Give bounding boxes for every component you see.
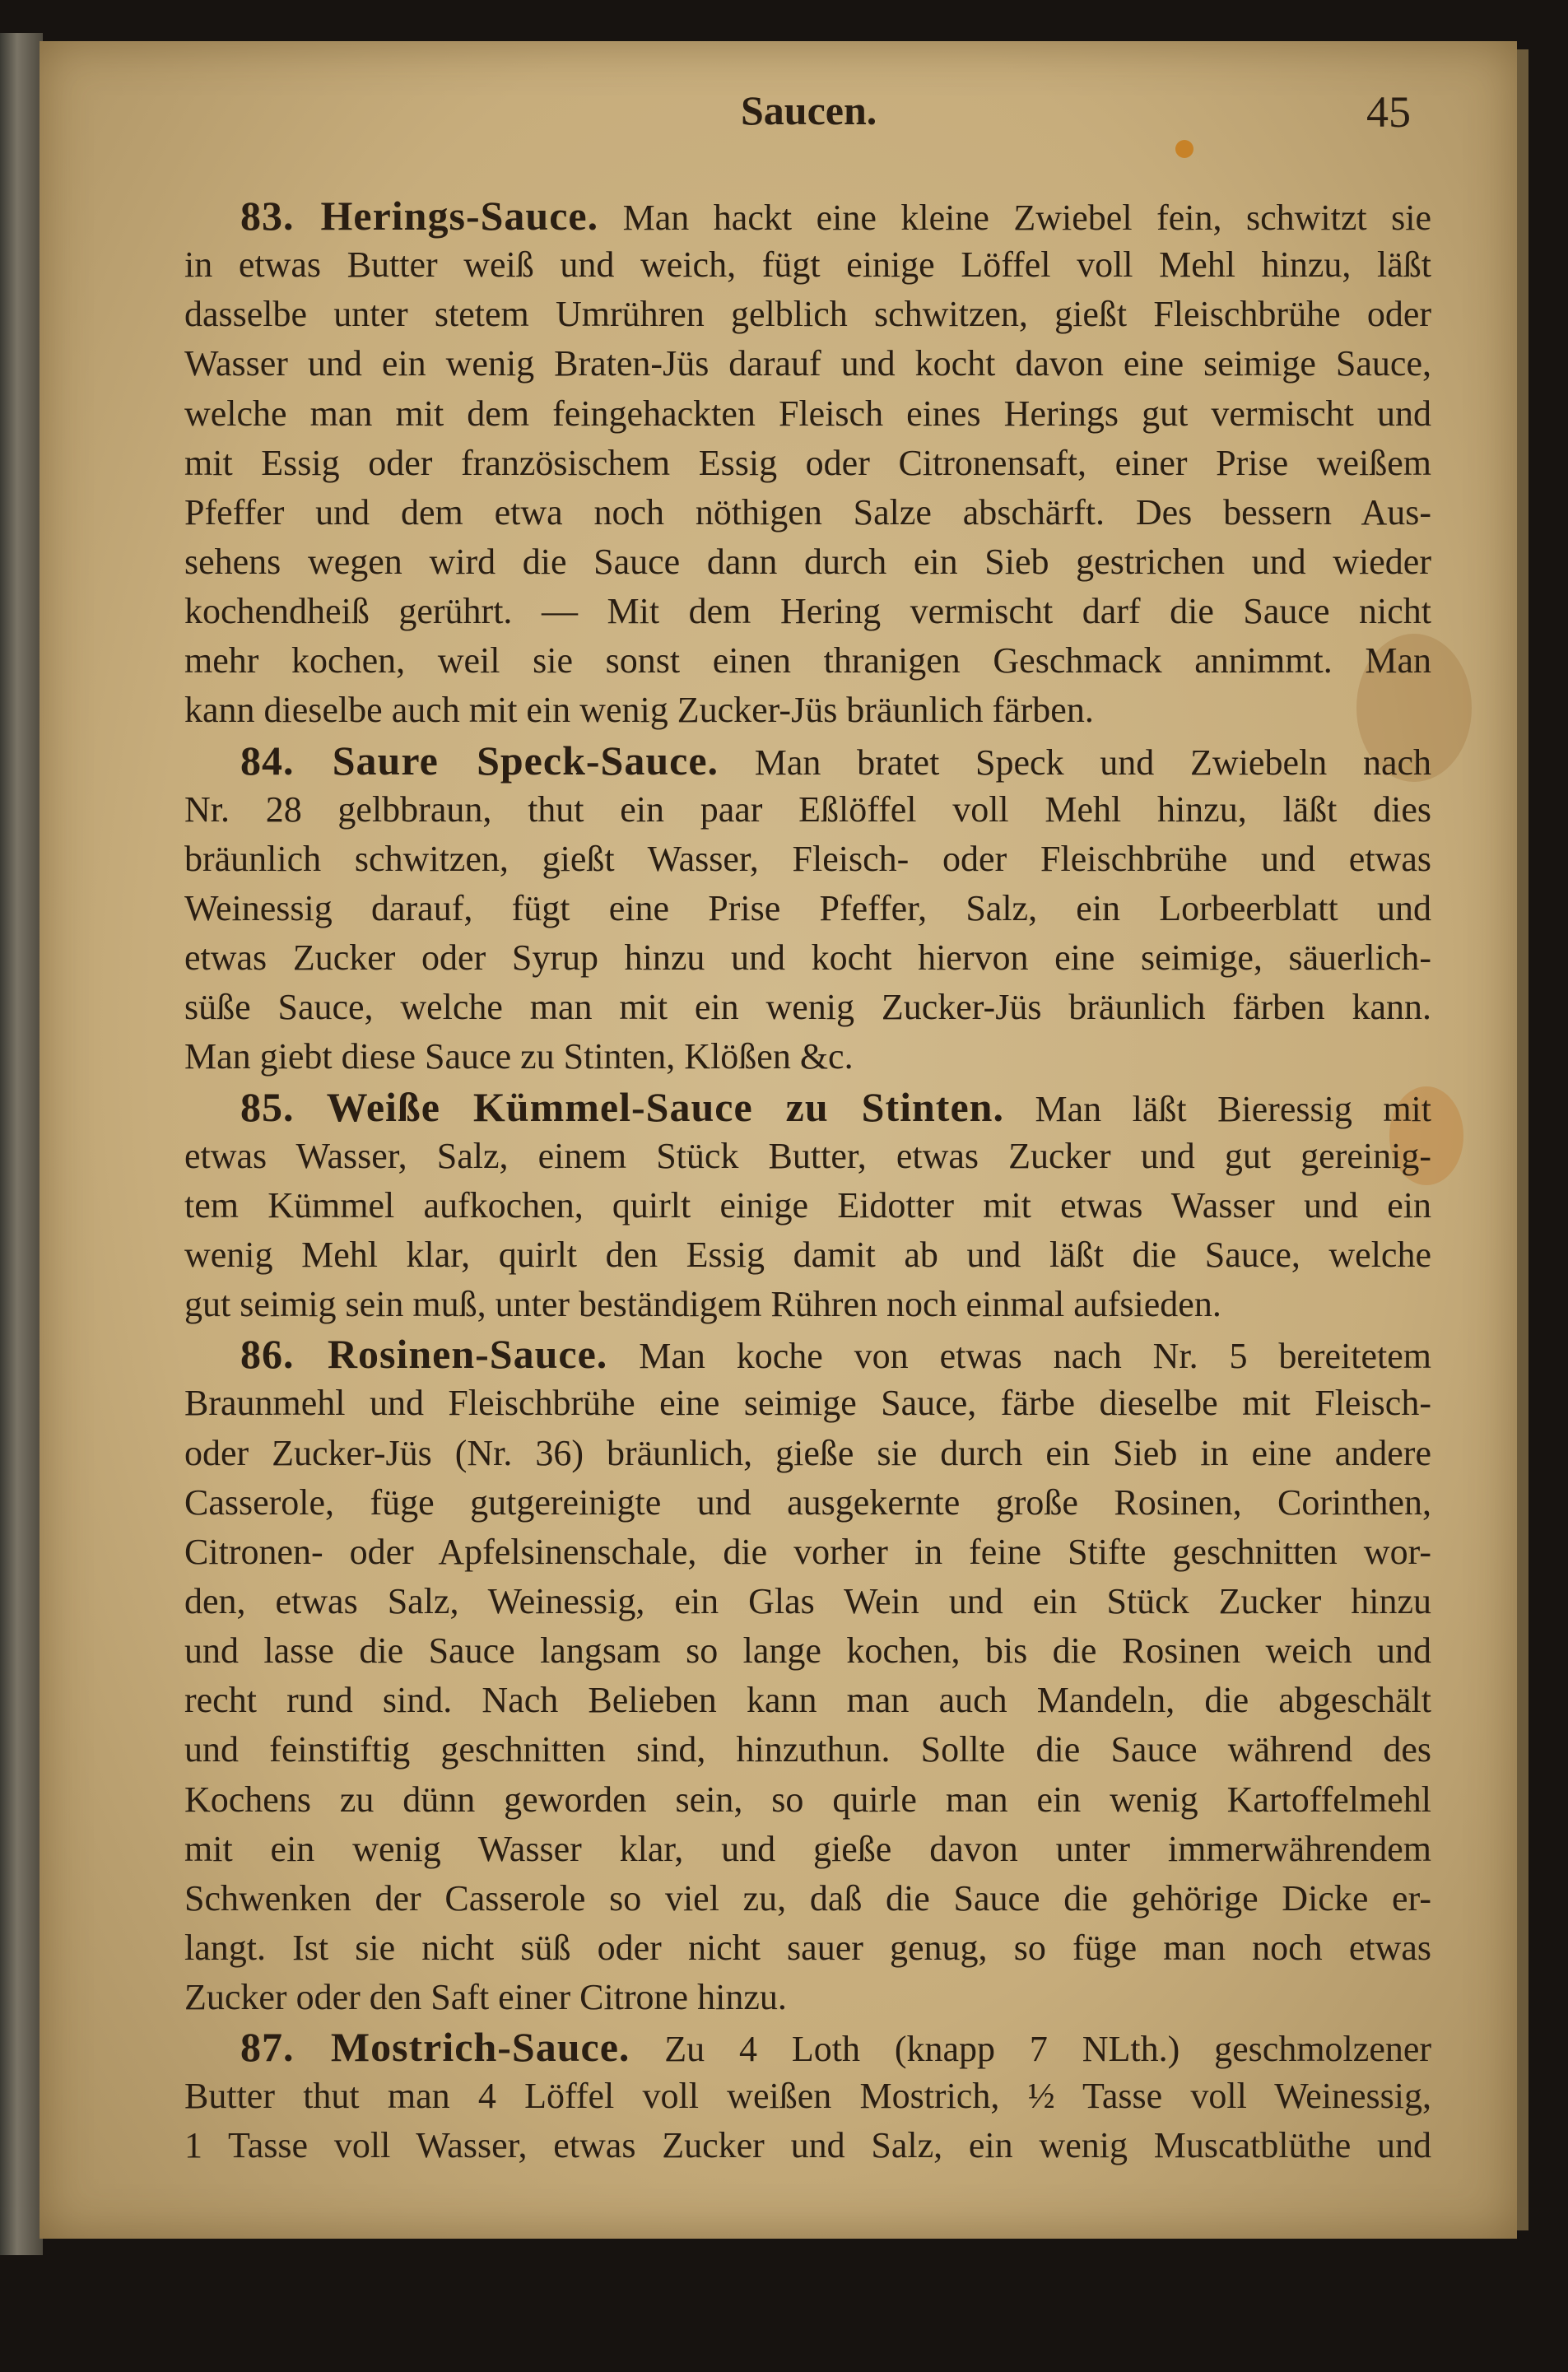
line-text: bräunlich schwitzen, gießt Wasser, Fleisch- oder Fleischbrühe und etwas — [184, 838, 1431, 879]
line-text: Zucker oder den Saft einer Citrone hinzu. — [184, 1977, 787, 2018]
line-text: Man läßt Bieressig mit — [1035, 1088, 1431, 1129]
line-text: oder Zucker-Jüs (Nr. 36) bräunlich, gieße sie durch ein Sieb in eine andere — [184, 1432, 1431, 1473]
line-text: kochendheiß gerührt. — Mit dem Hering vermischt darf die Sauce nicht — [184, 591, 1431, 632]
running-header: Saucen. — [741, 87, 877, 133]
text-line — [184, 1478, 1431, 1528]
recipe-heading-line — [184, 191, 1431, 240]
line-text: Butter thut man 4 Löffel voll weißen Mostrich, ½ Tasse voll Weinessig, — [184, 2076, 1431, 2117]
text-line — [184, 1775, 1431, 1825]
text-line — [184, 488, 1431, 537]
text-line — [184, 2121, 1431, 2170]
recipe-heading-line — [184, 2022, 1431, 2072]
text-line — [184, 1923, 1431, 1973]
text-line — [184, 1429, 1431, 1478]
text-line — [184, 686, 1431, 735]
line-text: Pfeffer und dem etwa noch nöthigen Salze abschärft. Des bessern Aus- — [184, 491, 1431, 533]
recipe-title-text: Herings-Sauce. — [320, 193, 599, 239]
recipe-title — [240, 1331, 607, 1377]
recipe-number: 85. — [240, 1083, 295, 1130]
text-line — [184, 1230, 1431, 1280]
line-text: langt. Ist sie nicht süß oder nicht sauer genug, so füge man noch etwas — [184, 1927, 1431, 1968]
page-edge — [1517, 49, 1528, 2230]
recipe-title-text: Mostrich-Sauce. — [330, 2024, 630, 2071]
text-line — [184, 1280, 1431, 1329]
line-text: recht rund sind. Nach Belieben kann man auch Mandeln, die abgeschält — [184, 1680, 1431, 1721]
line-text: süße Sauce, welche man mit ein wenig Zucker-Jüs bräunlich färben kann. — [184, 987, 1431, 1028]
line-text: mehr kochen, weil sie sonst einen thranigen Geschmack annimmt. Man — [184, 640, 1431, 681]
recipe-heading-line — [184, 736, 1431, 785]
text-line — [184, 933, 1431, 983]
recipe-title — [240, 2024, 630, 2070]
recipe-title-text: Rosinen-Sauce. — [327, 1331, 608, 1378]
text-line — [184, 537, 1431, 587]
line-text: 1 Tasse voll Wasser, etwas Zucker und Salz, ein wenig Muscatblüthe und — [184, 2125, 1431, 2166]
line-text: etwas Zucker oder Syrup hinzu und kocht hiervon eine seimige, säuerlich- — [184, 937, 1431, 979]
recipe-title-text: Weiße Kümmel-Sauce zu Stinten. — [326, 1083, 1004, 1130]
text-line — [184, 339, 1431, 388]
line-text: mit ein wenig Wasser klar, und gieße davon unter immerwährendem — [184, 1828, 1431, 1869]
line-text: kann dieselbe auch mit ein wenig Zucker-Jüs bräunlich färben. — [184, 690, 1094, 731]
line-text: Zu 4 Loth (knapp 7 NLth.) geschmolzener — [664, 2029, 1432, 2070]
text-line — [184, 983, 1431, 1032]
line-text: Man giebt diese Sauce zu Stinten, Klößen &c. — [184, 1036, 854, 1077]
line-text: mit Essig oder französischem Essig oder Citronensaft, einer Prise weißem — [184, 442, 1431, 483]
recipe-title — [240, 737, 719, 784]
recipe-number: 86. — [240, 1331, 295, 1378]
line-text: Citronen- oder Apfelsinenschale, die vorher in feine Stifte geschnitten wor- — [184, 1531, 1431, 1572]
line-text: in etwas Butter weiß und weich, fügt einige Löffel voll Mehl hinzu, läßt — [184, 244, 1431, 286]
recipe-number: 87. — [240, 2024, 295, 2071]
page-number: 45 — [1366, 87, 1411, 137]
recipe-title — [240, 1084, 1004, 1130]
text-line — [184, 636, 1431, 686]
recipe-number: 83. — [240, 193, 295, 239]
line-text: Weinessig darauf, fügt eine Prise Pfeffer, Salz, ein Lorbeerblatt und — [184, 887, 1431, 928]
line-text: und lasse die Sauce langsam so lange kochen, bis die Rosinen weich und — [184, 1630, 1431, 1672]
line-text: Man hackt eine kleine Zwiebel fein, schwitzt sie — [622, 198, 1431, 238]
text-line — [184, 439, 1431, 488]
text-line — [184, 1626, 1431, 1676]
line-text: Man bratet Speck und Zwiebeln nach — [754, 742, 1431, 783]
ink-spot — [1175, 140, 1193, 158]
book-binding — [0, 33, 43, 2255]
text-line — [184, 290, 1431, 339]
text-line — [184, 1825, 1431, 1874]
text-line — [184, 1874, 1431, 1923]
text-line — [184, 240, 1431, 290]
line-text: und feinstiftig geschnitten sind, hinzuthun. Sollte die Sauce während des — [184, 1729, 1431, 1770]
text-line — [184, 835, 1431, 884]
text-line — [184, 1577, 1431, 1626]
line-text: Braunmehl und Fleischbrühe eine seimige Sauce, färbe dieselbe mit Fleisch- — [184, 1383, 1431, 1424]
text-line — [184, 884, 1431, 933]
text-line — [184, 587, 1431, 636]
line-text: Man koche von etwas nach Nr. 5 bereitetem — [639, 1336, 1432, 1377]
text-line — [184, 1676, 1431, 1725]
text-line — [184, 1132, 1431, 1181]
recipe-heading-line — [184, 1329, 1431, 1379]
recipe-text — [184, 191, 1431, 2171]
recipe-title — [240, 193, 598, 239]
line-text: dasselbe unter stetem Umrühren gelblich schwitzen, gießt Fleischbrühe oder — [184, 294, 1431, 335]
line-text: sehens wegen wird die Sauce dann durch ein Sieb gestrichen und wieder — [184, 541, 1431, 582]
text-line — [184, 1032, 1431, 1081]
text-line — [184, 1181, 1431, 1230]
text-line — [184, 2072, 1431, 2121]
text-line — [184, 785, 1431, 835]
line-text: gut seimig sein muß, unter beständigem Rühren noch einmal aufsieden. — [184, 1284, 1221, 1325]
text-line — [184, 1528, 1431, 1577]
text-line — [184, 1725, 1431, 1774]
line-text: den, etwas Salz, Weinessig, ein Glas Wein und ein Stück Zucker hinzu — [184, 1580, 1431, 1621]
line-text: etwas Wasser, Salz, einem Stück Butter, etwas Zucker und gut gereinig- — [184, 1135, 1431, 1176]
text-line — [184, 389, 1431, 439]
recipe-number: 84. — [240, 737, 295, 784]
line-text: Nr. 28 gelbbraun, thut ein paar Eßlöffel voll Mehl hinzu, läßt dies — [184, 788, 1431, 830]
line-text: Schwenken der Casserole so viel zu, daß die Sauce die gehörige Dicke er- — [184, 1877, 1431, 1919]
recipe-heading-line — [184, 1082, 1431, 1132]
recipe-title-text: Saure Speck-Sauce. — [332, 737, 719, 784]
line-text: wenig Mehl klar, quirlt den Essig damit ab und läßt die Sauce, welche — [184, 1234, 1431, 1275]
text-line — [184, 1379, 1431, 1428]
line-text: Wasser und ein wenig Braten-Jüs darauf und kocht davon eine seimige Sauce, — [184, 343, 1431, 384]
line-text: Kochens zu dünn geworden sein, so quirle man ein wenig Kartoffelmehl — [184, 1779, 1431, 1820]
line-text: welche man mit dem feingehackten Fleisch eines Herings gut vermischt und — [184, 393, 1431, 434]
line-text: Casserole, füge gutgereinigte und ausgekernte große Rosinen, Corinthen, — [184, 1481, 1431, 1523]
line-text: tem Kümmel aufkochen, quirlt einige Eidotter mit etwas Wasser und ein — [184, 1184, 1431, 1226]
text-line — [184, 1973, 1431, 2022]
